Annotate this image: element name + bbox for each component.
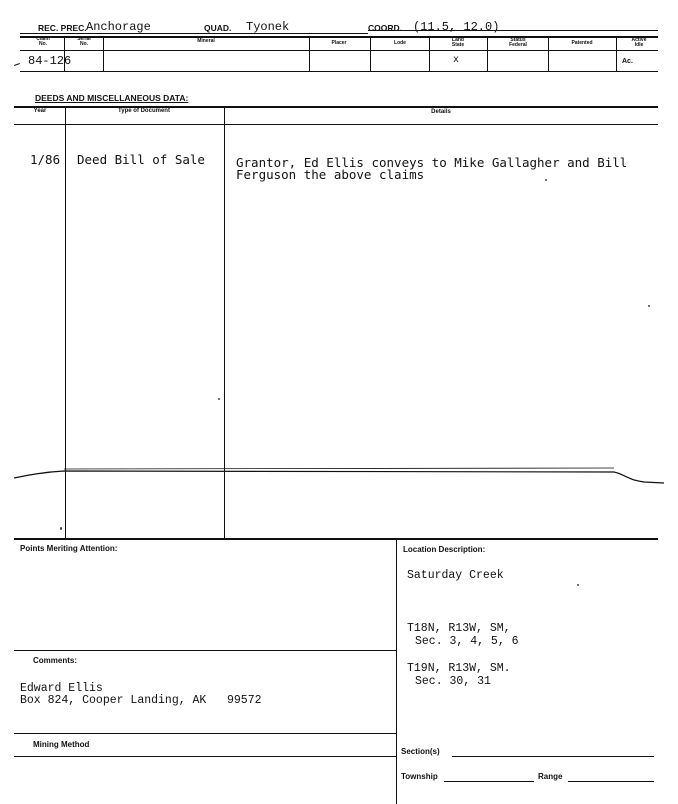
deed-type: Deed Bill of Sale xyxy=(77,152,205,167)
location-line2: Sec. 3, 4, 5, 6 xyxy=(415,635,519,648)
lower-section-divider xyxy=(396,538,397,804)
scan-mark xyxy=(14,63,20,66)
scan-speck xyxy=(648,305,650,307)
deeds-col-year: Year xyxy=(33,108,47,114)
claim-table-header-rule xyxy=(20,50,658,51)
scan-speck xyxy=(545,179,547,181)
claim-table-top-rule xyxy=(20,36,658,38)
scan-speck xyxy=(577,584,579,586)
claim-col-divider xyxy=(103,36,104,71)
sections-blank xyxy=(452,756,654,757)
col-placer: Placer xyxy=(331,40,347,46)
points-meriting-attention-label: Points Meriting Attention: xyxy=(20,544,118,553)
col-lode: Lode xyxy=(394,40,406,46)
claim-col-divider xyxy=(370,36,371,71)
land-state-mark: x xyxy=(453,55,460,66)
deeds-col-type: Type of Document xyxy=(118,108,170,114)
rec-prec-label: REC. PREC. xyxy=(38,23,87,33)
claim-col-divider xyxy=(487,36,488,71)
location-line4: Sec. 30, 31 xyxy=(415,675,491,688)
claim-table-bottom-rule xyxy=(20,71,658,72)
comments-line1: Edward Ellis xyxy=(20,682,103,695)
deed-year: 1/86 xyxy=(30,152,61,167)
col-serial-no: Serial No. xyxy=(77,36,91,47)
comments-zip: 99572 xyxy=(227,694,262,707)
range-label: Range xyxy=(538,772,563,781)
quad-label: QUAD. xyxy=(204,23,232,33)
township-blank xyxy=(444,781,534,782)
comments-top-rule xyxy=(14,650,396,651)
col-patented: Patented xyxy=(571,40,593,46)
scan-speck xyxy=(218,398,220,400)
comments-label: Comments: xyxy=(33,656,78,665)
claim-col-divider xyxy=(309,36,310,71)
scan-fold-line xyxy=(14,460,664,490)
claim-col-divider xyxy=(616,36,617,71)
comments-address: Box 824, Cooper Landing, AK xyxy=(20,694,207,707)
sections-label: Section(s) xyxy=(401,747,440,756)
coord-label: COORD. xyxy=(368,23,402,33)
col-claim-no: Claim No. xyxy=(36,36,50,47)
active-idle-mark: Ac. xyxy=(622,58,633,65)
deeds-table-header-rule xyxy=(14,124,658,125)
mining-method-label: Mining Method xyxy=(33,740,90,749)
claim-col-divider xyxy=(429,36,430,71)
coord-value: (11.5, 12.0) xyxy=(413,20,500,34)
claim-col-divider xyxy=(548,36,549,71)
township-label: Township xyxy=(401,772,438,781)
col-mineral: Mineral xyxy=(197,38,215,44)
location-name: Saturday Creek xyxy=(407,569,504,582)
col-status-federal: Status Federal xyxy=(509,37,527,48)
deed-details-line1: Grantor, Ed Ellis conveys to Mike Gallagher and Bill xyxy=(236,155,628,170)
location-line1: T18N, R13W, SM, xyxy=(407,622,511,635)
rec-quad-underline xyxy=(20,33,368,34)
deeds-table-top-rule xyxy=(14,106,658,108)
location-line3: T19N, R13W, SM. xyxy=(407,662,511,675)
quad-value: Tyonek xyxy=(246,20,290,34)
mining-method-rule xyxy=(14,756,396,757)
claim-no-value: 84-126 xyxy=(28,54,72,68)
scan-speck xyxy=(60,527,62,530)
col-active-idle: Active Idle xyxy=(631,37,647,48)
rec-prec-value: Anchorage xyxy=(86,20,151,34)
location-description-label: Location Description: xyxy=(403,545,486,554)
lower-section-top-rule xyxy=(14,538,658,540)
mining-method-top-rule xyxy=(14,733,396,734)
deeds-section-title: DEEDS AND MISCELLANEOUS DATA: xyxy=(35,93,189,103)
coord-underline xyxy=(368,30,658,31)
deed-details-line2: Ferguson the above claims xyxy=(236,167,425,182)
range-blank xyxy=(568,781,654,782)
deeds-col-details: Details xyxy=(431,109,451,115)
col-land-state: Land State xyxy=(451,37,465,48)
